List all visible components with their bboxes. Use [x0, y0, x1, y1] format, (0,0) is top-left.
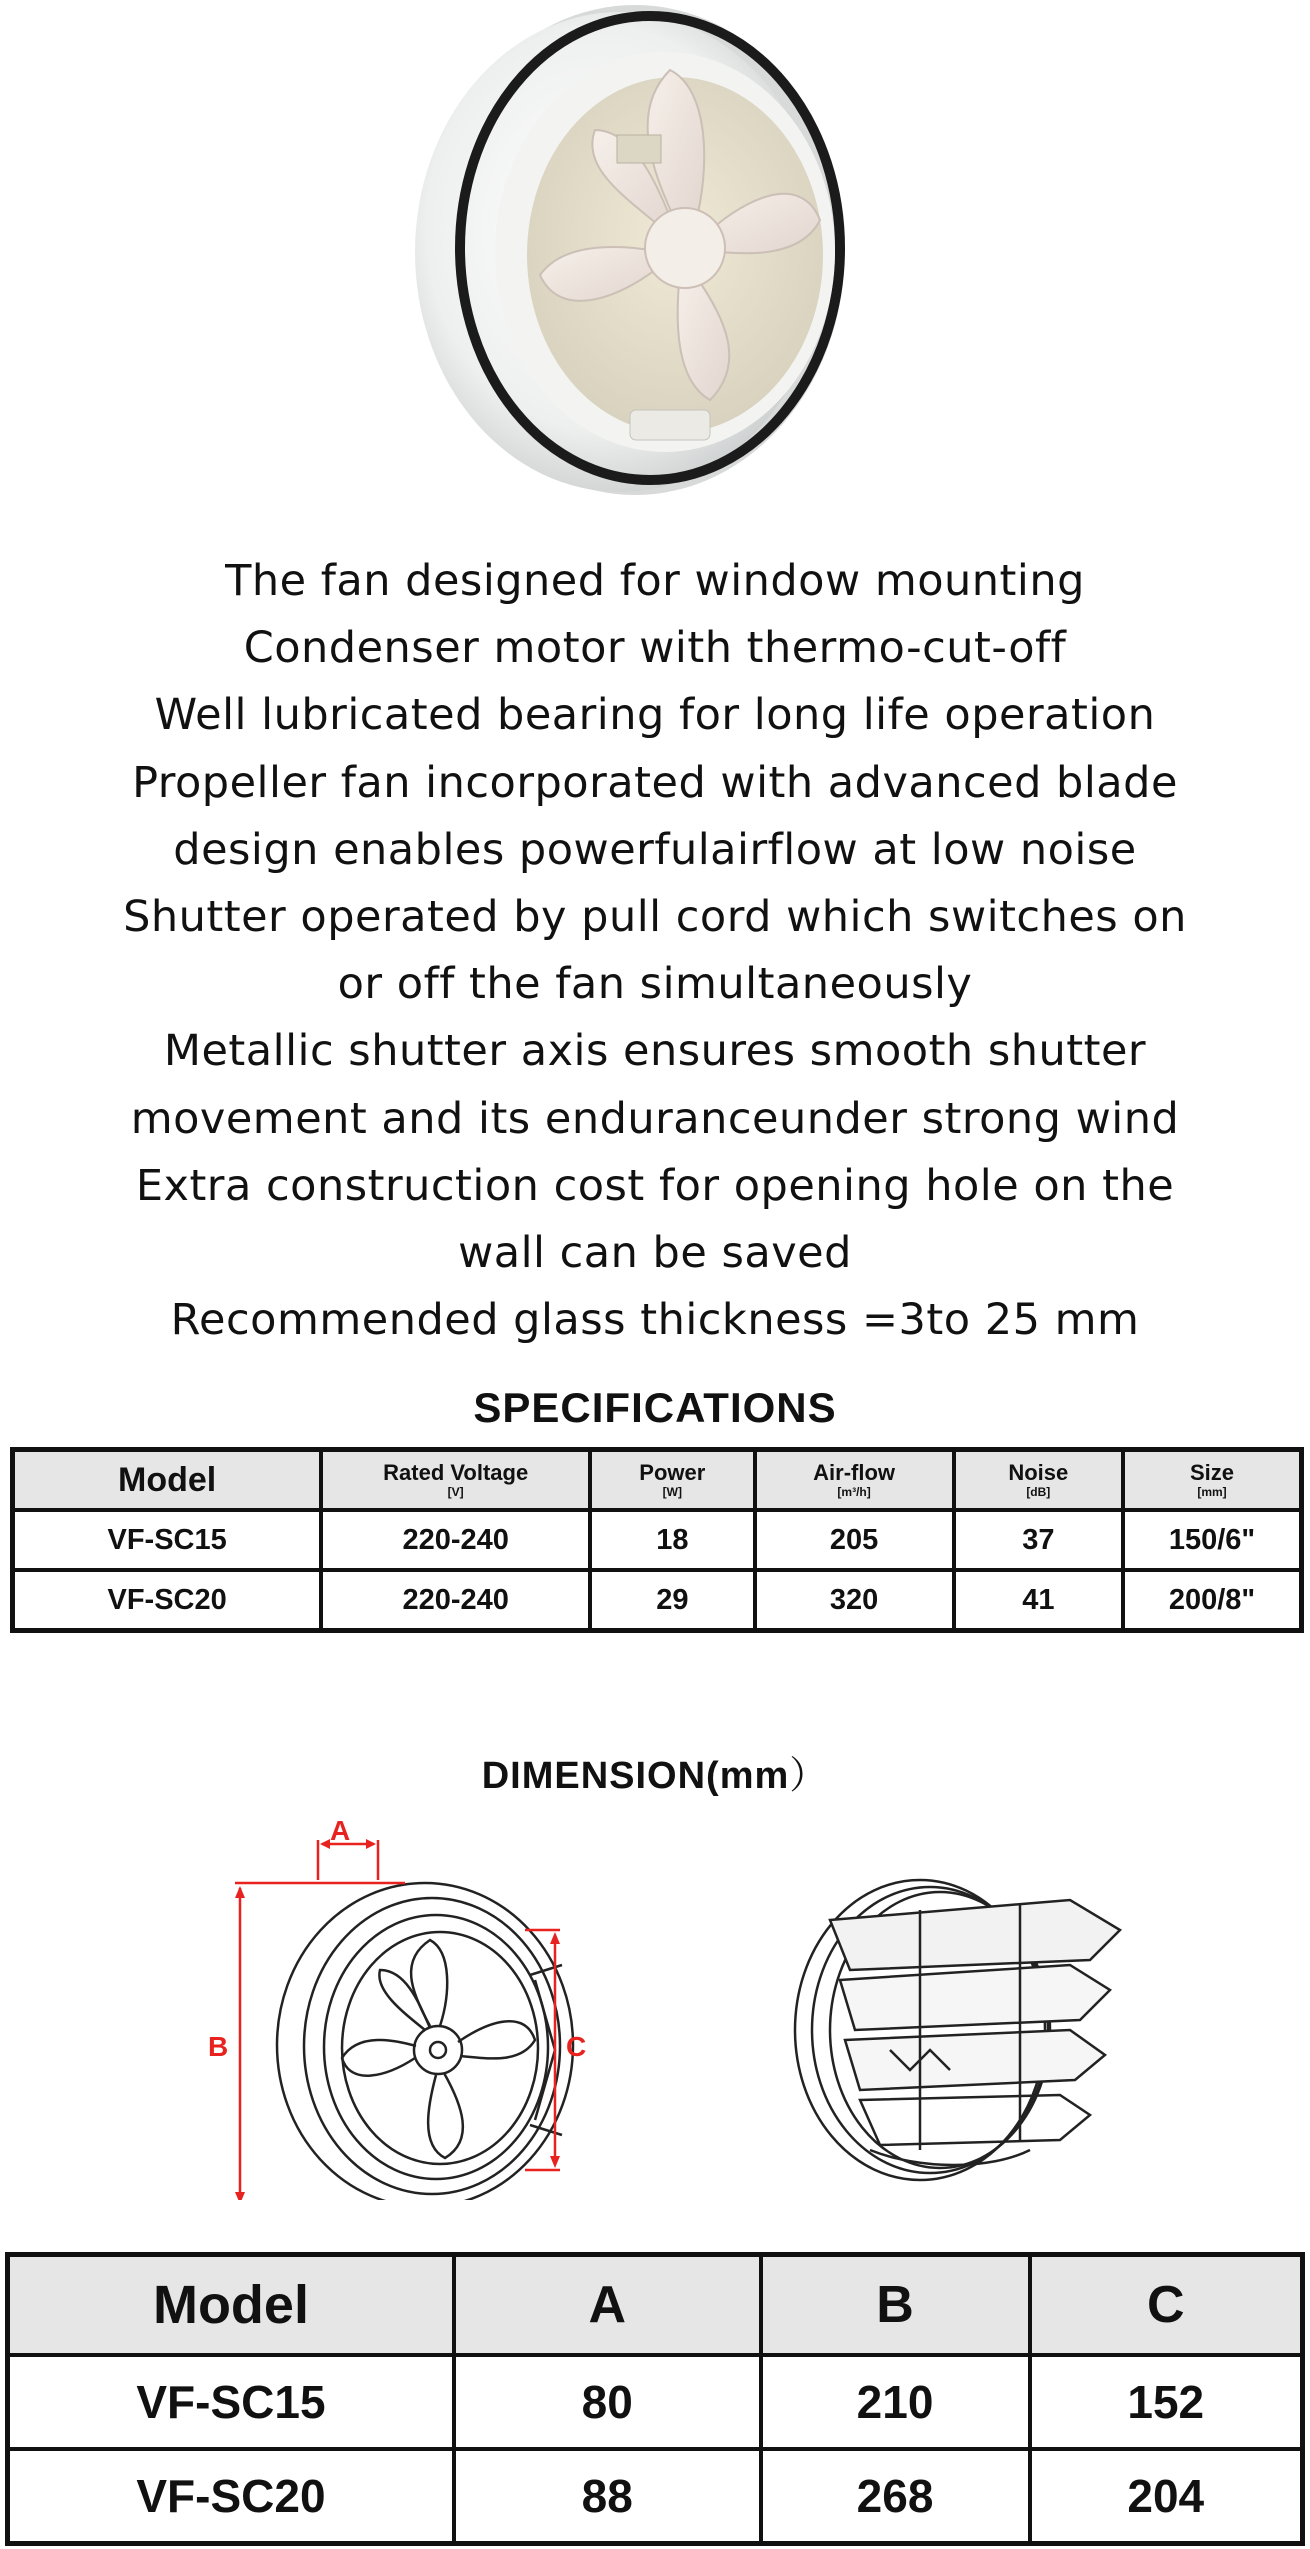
cell-c: 204 [1030, 2449, 1303, 2544]
header-power: Power [W] [590, 1450, 754, 1511]
cell-model: VF-SC20 [13, 1570, 322, 1631]
cell-airflow: 320 [755, 1570, 954, 1631]
cell-voltage: 220-240 [321, 1570, 590, 1631]
header-b: B [761, 2255, 1030, 2356]
dimension-label-c: C [566, 2031, 587, 2062]
cell-noise: 37 [954, 1510, 1123, 1570]
feature-line: The fan designed for window mounting [225, 556, 1085, 606]
cell-model: VF-SC15 [13, 1510, 322, 1570]
header-c: C [1030, 2255, 1303, 2356]
cell-size: 200/8" [1123, 1570, 1302, 1631]
feature-line: or off the fan simultaneously [337, 959, 973, 1010]
specifications-table [10, 1447, 1304, 1633]
header-model: Model [13, 1450, 322, 1511]
cell-power: 29 [590, 1570, 754, 1631]
cell-model: VF-SC20 [8, 2449, 454, 2544]
header-noise: Noise [dB] [954, 1450, 1123, 1511]
feature-line: Well lubricated bearing for long life operation [154, 690, 1156, 741]
fan-product-photo [380, 0, 880, 510]
header-size: Size [mm] [1123, 1450, 1302, 1511]
feature-line: Extra construction cost for opening hole on the [135, 1160, 1175, 1211]
table-header-row [8, 2255, 1303, 2356]
feature-line: Recommended glass thickness =3to 25 mm [170, 1295, 1140, 1346]
cell-airflow: 205 [755, 1510, 954, 1570]
cell-b: 210 [761, 2355, 1030, 2449]
cell-model: VF-SC15 [8, 2355, 454, 2449]
cell-c: 152 [1030, 2355, 1303, 2449]
feature-line: Shutter operated by pull cord which switches on [123, 892, 1187, 943]
cell-a: 88 [454, 2449, 761, 2544]
table-row [13, 1510, 1302, 1570]
table-row [8, 2355, 1303, 2449]
header-air-flow: Air-flow [m³/h] [755, 1450, 954, 1511]
feature-list [0, 548, 1310, 1354]
table-header-row [13, 1450, 1302, 1511]
specifications-title: SPECIFICATIONS [473, 1384, 837, 1431]
header-rated-voltage: Rated Voltage [V] [321, 1450, 590, 1511]
table-row [8, 2449, 1303, 2544]
dimension-label-a: A [330, 1820, 351, 1846]
feature-line: wall can be saved [458, 1228, 852, 1279]
feature-line: Propeller fan incorporated with advanced blade [132, 757, 1178, 808]
feature-line: design enables powerfulairflow at low noise [173, 824, 1137, 875]
cell-noise: 41 [954, 1570, 1123, 1631]
cell-b: 268 [761, 2449, 1030, 2544]
header-a: A [454, 2255, 761, 2356]
dimension-title: DIMENSION(mm） [481, 1755, 829, 1797]
cell-power: 18 [590, 1510, 754, 1570]
cell-a: 80 [454, 2355, 761, 2449]
dimension-table [5, 2252, 1305, 2546]
dimension-label-b: B [208, 2031, 229, 2062]
header-model: Model [8, 2255, 454, 2356]
front-view-diagram [200, 1820, 670, 2200]
angled-view-diagram [770, 1850, 1140, 2200]
feature-line: Condenser motor with thermo-cut-off [243, 623, 1067, 674]
feature-line: movement and its enduranceunder strong wind [130, 1093, 1180, 1144]
cell-size: 150/6" [1123, 1510, 1302, 1570]
table-row [13, 1570, 1302, 1631]
cell-voltage: 220-240 [321, 1510, 590, 1570]
feature-line: Metallic shutter axis ensures smooth shutter [163, 1026, 1147, 1077]
